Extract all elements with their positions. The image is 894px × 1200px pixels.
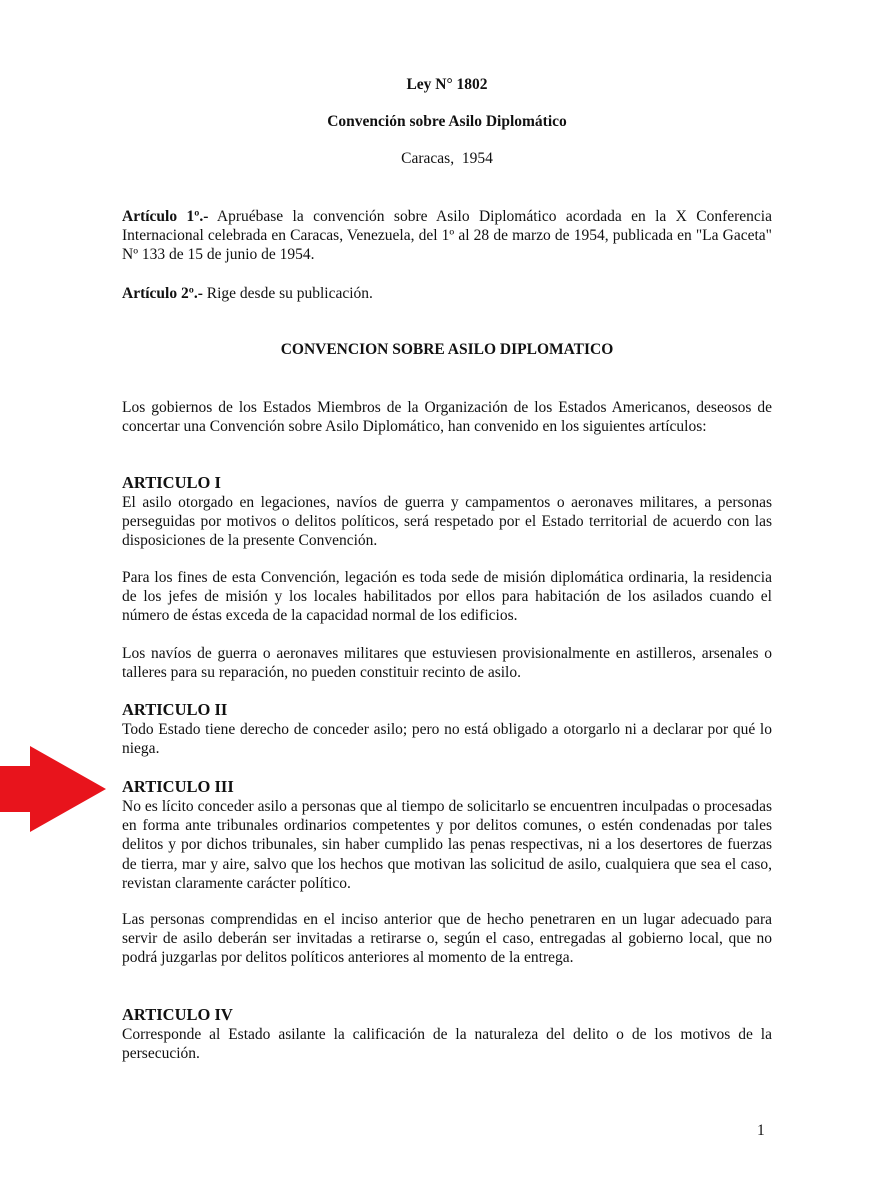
convention-heading: CONVENCION SOBRE ASILO DIPLOMATICO: [280, 341, 614, 358]
law-number: Ley N° 1802: [406, 76, 488, 93]
article-3-paragraph-2: Las personas comprendidas en el inciso anterior que de hecho penetraren en un lugar adecuado para servir de asilo deberán ser invitadas a retirarse o, según el caso, entregadas al gobierno local, que no podrá juzgarlas por delitos políticos anteriores al momento de la entrega.: [122, 911, 772, 967]
convention-preamble: Los gobiernos de los Estados Miembros de la Organización de los Estados Americanos, deseosos de concertar una Convención sobre Asilo Diplomático, han convenido en los siguientes artículos:: [122, 399, 772, 436]
convention-title: Convención sobre Asilo Diplomático: [327, 113, 567, 130]
article-1-paragraph-1: El asilo otorgado en legaciones, navíos de guerra y campamentos o aeronaves militares, a personas perseguidas por motivos o delitos políticos, será respetado por el Estado territorial de acuerdo con las disposiciones de la presente Convención.: [122, 494, 772, 550]
page-number: 1: [757, 1122, 765, 1139]
article-1-paragraph-3: Los navíos de guerra o aeronaves militares que estuviesen provisionalmente en astilleros, arsenales o talleres para su reparación, no pueden constituir recinto de asilo.: [122, 645, 772, 682]
law-article-2-label: Artículo 2º.-: [122, 285, 203, 302]
red-arrow-icon: [0, 746, 106, 832]
law-article-2: [122, 284, 772, 303]
article-4-paragraph-1: Corresponde al Estado asilante la calificación de la naturaleza del delito o de los motivos de la persecución.: [122, 1026, 772, 1063]
law-article-1-label: Artículo 1º.-: [122, 208, 209, 225]
article-2-paragraph-1: Todo Estado tiene derecho de conceder asilo; pero no está obligado a otorgarlo ni a declarar por qué lo niega.: [122, 721, 772, 758]
law-article-2-text: Rige desde su publicación.: [202, 285, 373, 302]
article-4-heading: ARTICULO IV: [122, 1005, 233, 1024]
law-article-1: [122, 207, 772, 265]
article-1-paragraph-2: Para los fines de esta Convención, legación es toda sede de misión diplomática ordinaria, la residencia de los jefes de misión y los locales habilitados por ellos para habitación de los asilados cuando el número de éstas exceda de la capacidad normal de los edificios.: [122, 569, 772, 625]
law-article-1-text: Apruébase la convención sobre Asilo Diplomático acordada en la X Conferencia Internacional celebrada en Caracas, Venezuela, del 1º al 28 de marzo de 1954, publicada en "La Gaceta" Nº 133 de 15 de junio de 1954.: [122, 208, 772, 264]
article-2-heading: ARTICULO II: [122, 700, 228, 719]
article-1-heading: ARTICULO I: [122, 473, 221, 492]
article-3-heading: ARTICULO III: [122, 777, 234, 796]
place-year: Caracas, 1954: [401, 150, 493, 167]
article-3-paragraph-1: No es lícito conceder asilo a personas que al tiempo de solicitarlo se encuentren inculpadas o procesadas en forma ante tribunales ordinarios competentes y por delitos comunes, o estén condenadas por tales delitos y por dichos tribunales, sin haber cumplido las penas respectivas, ni a los desertores de fuerzas de tierra, mar y aire, salvo que los hechos que motivan las solicitud de asilo, cualquiera que sea el caso, revistan claramente carácter político.: [122, 798, 772, 892]
